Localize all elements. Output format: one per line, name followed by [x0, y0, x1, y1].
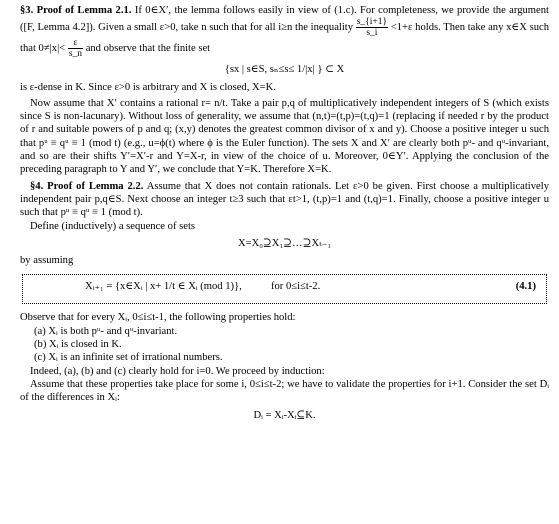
sec3-paragraph-1	[20, 4, 549, 59]
sec4-paragraph-5: Indeed, (a), (b) and (c) clearly hold for i=0. We proceed by induction:	[30, 365, 325, 377]
display-equation-3: Dᵢ = Xᵢ-Xᵢ⊆K.	[253, 409, 316, 421]
sec3-text-1: If 0∈X′, the lemma follows easily in view of (1.c). For completeness, we provide the argument ([F, Lemma 4.2]). Given a small ε>0, take n such that for all i≥n the inequality	[20, 5, 549, 34]
boxed-equation-4-1	[22, 274, 547, 304]
sec4-heading: §4. Proof of Lemma 2.2.	[30, 180, 144, 192]
sec4-text-1: Assume that X does not contain rationals. Let ε>0 be given. First choose a multiplicatively independent pair p,q∈S. Next choose an integer t≥3 such that εt>1, (t,p)=1 and (t,q)=1. Finally, choose a positive integer u such that pᵘ ≡ qᵘ ≡ 1 (mod t).	[20, 180, 549, 219]
sec3-paragraph-2: is ε-dense in K. Since ε>0 is arbitrary and X is closed, X=K.	[20, 81, 276, 93]
sec4-paragraph-1	[20, 180, 549, 220]
property-item-b: (b) Xᵢ is closed in K.	[34, 339, 122, 351]
sec4-paragraph-4: Observe that for every Xᵢ, 0≤i≤t-1, the following properties hold:	[20, 312, 296, 324]
display-equation-1: {sx | s∈S, sₙ≤s≤ 1/|x| } ⊂ X	[224, 64, 345, 76]
sec4-paragraph-2: Define (inductively) a sequence of sets	[30, 220, 196, 232]
sec3-heading: §3. Proof of Lemma 2.1.	[20, 5, 132, 16]
sec4-paragraph-3: by assuming	[20, 255, 74, 267]
equation-number-tag: (4.1)	[515, 281, 536, 293]
boxed-equation-condition: for 0≤i≤t-2.	[270, 281, 321, 293]
epsilon-fraction: $\frac{\varepsilon}{s\_n}$	[68, 38, 83, 60]
property-item-a: (a) Xᵢ is both pᵘ- and qᵘ-invariant.	[34, 325, 178, 337]
ratio-fraction: $\frac{s\_\{i+1\}}{s\_i}$	[356, 17, 388, 39]
boxed-equation-text: Xᵢ₊₁ = {x∈Xᵢ | x+ 1/t ∈ Xᵢ (mod 1)}, for 0≤i≤t-2.	[85, 281, 321, 293]
sec3-text-1c: and observe that the finite set	[85, 43, 211, 55]
display-equation-2: X=X₀⊇X₁⊇…⊇Xₜ₋₁	[237, 237, 332, 249]
sec3-text-1b: <1+ε holds. Then take any x∈X such that 0≠|x|<	[20, 22, 549, 55]
sec4-paragraph-6: Assume that these properties take place for some i, 0≤i≤t-2; we have to validate the properties for i+1. Consider the set Dᵢ of the differences in Xᵢ:	[20, 378, 549, 404]
sec3-paragraph-3: Now assume that X′ contains a rational r= n/t. Take a pair p,q of multiplicatively independent integers of S (which exists since S is non-lacunary). Without loss of generality, we assume that (n,t)=(t,p)=(t,q)=1 (replacing if needed r by the product of r and suitable powers of p and q; (x,y) denotes the greatest common divisor of x and y). Choose a positive integer u such that pᵘ ≡ qᵘ ≡ 1 (mod t) (e.g., u=ϕ(t) where ϕ is the Euler function). The sets X and X′ are clearly both pᵘ- and qᵘ-invariant, and so are their shifts Y′=X′-r and Y=X-r, in view of the choice of u. Moreover, 0∈Y′. Applying the conclusion of the preceding paragraph to Y and Y′, we conclude that Y=K. Therefore X=K.	[20, 97, 549, 176]
property-item-c: (c) Xᵢ is an infinite set of irrational numbers.	[34, 352, 223, 364]
